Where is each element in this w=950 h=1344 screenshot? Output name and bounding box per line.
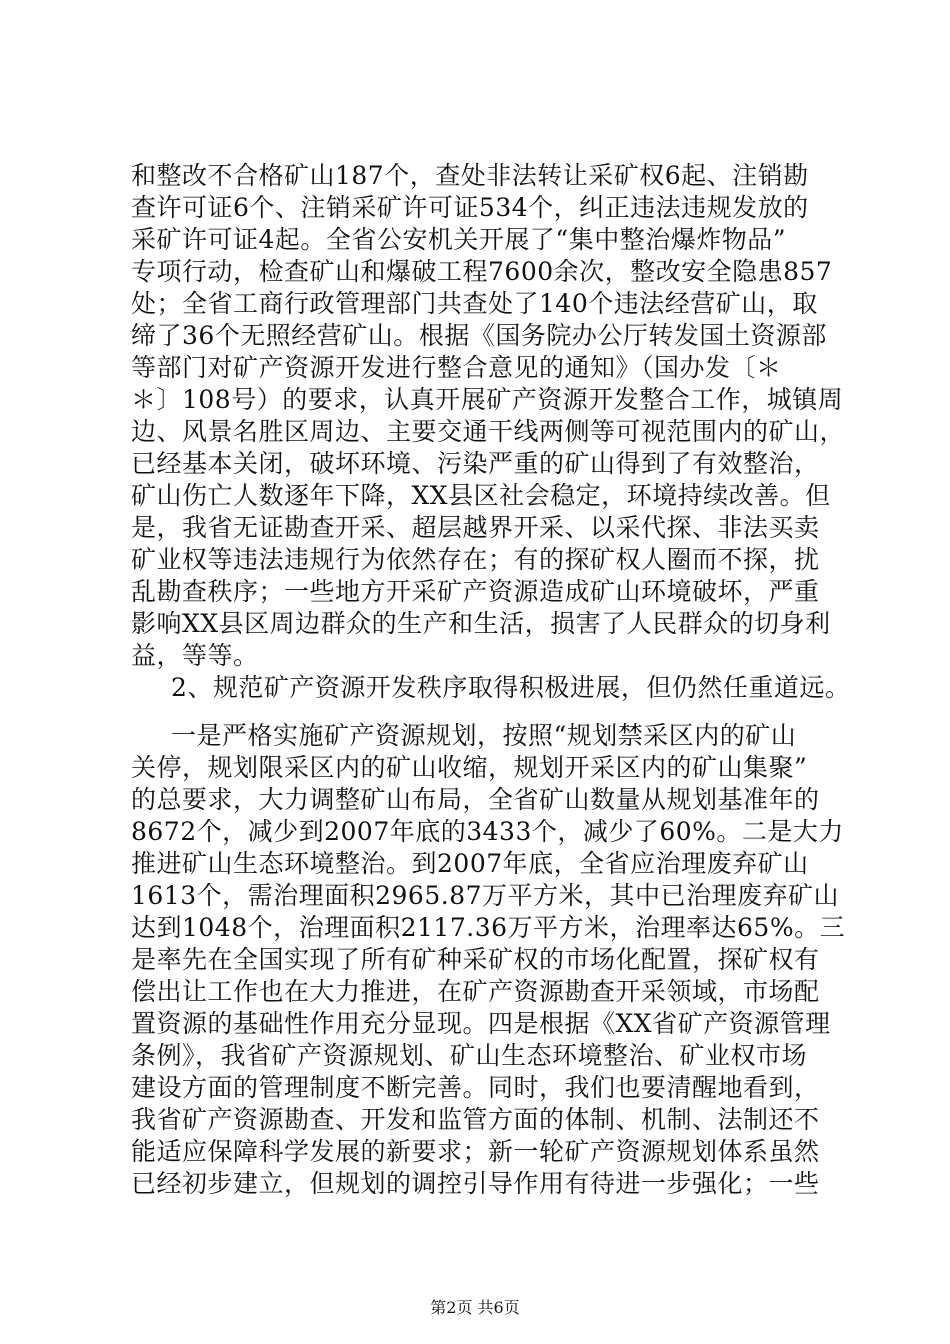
text-line: 乱勘查秩序；一些地方开采矿产资源造成矿山环境破坏，严重 — [131, 577, 820, 606]
text-line: 达到1048个，治理面积2117.36万平方米，治理率达65%。三 — [131, 913, 846, 942]
text-line: 采矿许可证4起。全省公安机关开展了“集中整治爆炸物品” — [131, 225, 786, 254]
text-line: 缔了36个无照经营矿山。根据《国务院办公厅转发国土资源部 — [131, 321, 827, 350]
text-line: 益，等等。 — [131, 641, 259, 670]
text-line: 边、风景名胜区周边、主要交通干线两侧等可视范围内的矿山， — [131, 417, 846, 446]
text-line: 1613个，需治理面积2965.87万平方米，其中已治理废弃矿山 — [131, 881, 840, 910]
text-line: 是，我省无证勘查开采、超层越界开采、以采代探、非法买卖 — [131, 513, 820, 542]
text-line: 专项行动，检查矿山和爆破工程7600余次，整改安全隐患857 — [131, 257, 833, 286]
text-line: 等部门对矿产资源开发进行整合意见的通知》（国办发〔＊ — [131, 353, 782, 382]
text-line: 已经初步建立，但规划的调控引导作用有待进一步强化；一些 — [131, 1169, 820, 1198]
text-line: 的总要求，大力调整矿山布局，全省矿山数量从规划基准年的 — [131, 785, 820, 814]
text-line: 我省矿产资源勘查、开发和监管方面的体制、机制、法制还不 — [131, 1105, 820, 1134]
text-line: 关停，规划限采区内的矿山收缩，规划开采区内的矿山集聚” — [131, 753, 808, 782]
text-line: 查许可证6个、注销采矿许可证534个，纠正违法违规发放的 — [131, 193, 809, 222]
text-line: 建设方面的管理制度不断完善。同时，我们也要清醒地看到， — [131, 1073, 820, 1102]
text-line: 偿出让工作也在大力推进，在矿产资源勘查开采领域，市场配 — [131, 977, 820, 1006]
text-line: 矿山伤亡人数逐年下降，XX县区社会稳定，环境持续改善。但 — [131, 481, 831, 510]
text-line: 影响XX县区周边群众的生产和生活，损害了人民群众的切身利 — [131, 609, 831, 638]
text-line: 已经基本关闭，破坏环境、污染严重的矿山得到了有效整治， — [131, 449, 820, 478]
text-line: 置资源的基础性作用充分显现。四是根据《XX省矿产资源管理 — [131, 1009, 831, 1038]
text-line: ＊〕108号）的要求，认真开展矿产资源开发整合工作，城镇周 — [131, 385, 844, 414]
text-line: 能适应保障科学发展的新要求；新一轮矿产资源规划体系虽然 — [131, 1137, 820, 1166]
section-heading: 2、规范矿产资源开发秩序取得积极进展，但仍然任重道远。 — [171, 673, 851, 702]
text-line: 推进矿山生态环境整治。到2007年底，全省应治理废弃矿山 — [131, 849, 809, 878]
text-line: 处；全省工商行政管理部门共查处了140个违法经营矿山，取 — [131, 289, 818, 318]
text-line: 一是严格实施矿产资源规划，按照“规划禁采区内的矿山 — [171, 721, 797, 750]
text-line: 条例》，我省矿产资源规划、矿山生态环境整治、矿业权市场 — [131, 1041, 808, 1070]
text-line: 矿业权等违法违规行为依然存在；有的探矿权人圈而不探，扰 — [131, 545, 820, 574]
text-line: 和整改不合格矿山187个，查处非法转让采矿权6起、注销勘 — [131, 161, 809, 190]
text-line: 8672个，减少到2007年底的3433个，减少了60%。二是大力 — [131, 817, 844, 846]
text-line: 是率先在全国实现了所有矿种采矿权的市场化配置，探矿权有 — [131, 945, 820, 974]
page-number-footer: 第2页 共6页 — [430, 1298, 520, 1317]
